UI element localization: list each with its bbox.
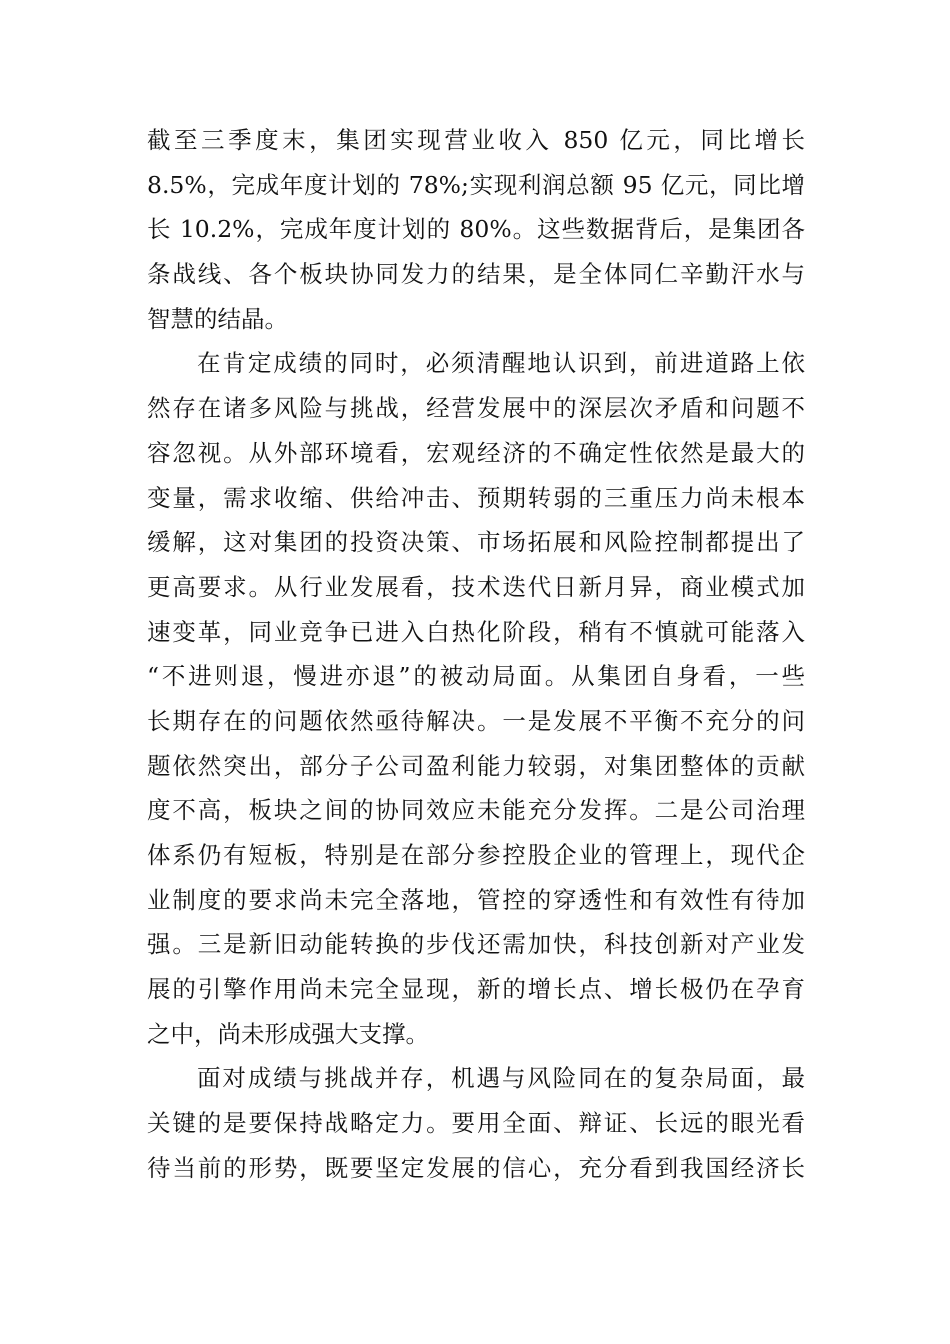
text-line: 长 10.2%，完成年度计划的 80%。这些数据背后，是集团各: [147, 215, 805, 244]
text-line: 在肯定成绩的同时，必须清醒地认识到，前进道路上依: [197, 349, 805, 378]
text-line: 条战线、各个板块协同发力的结果，是全体同仁辛勤汗水与: [147, 260, 805, 289]
text-line: 8.5%，完成年度计划的 78%;实现利润总额 95 亿元，同比增: [147, 170, 805, 199]
text-line: 度不高，板块之间的协同效应未能充分发挥。二是公司治理: [147, 796, 805, 825]
text-line: 业制度的要求尚未完全落地，管控的穿透性和有效性有待加: [147, 885, 805, 914]
text-line: 展的引擎作用尚未完全显现，新的增长点、增长极仍在孕育: [147, 975, 805, 1004]
text-line: 题依然突出，部分子公司盈利能力较弱，对集团整体的贡献: [147, 751, 805, 780]
text-line: 智慧的结晶。: [147, 304, 288, 333]
text-line: 面对成绩与挑战并存，机遇与风险同在的复杂局面，最: [197, 1064, 805, 1093]
text-line: 缓解，这对集团的投资决策、市场拓展和风险控制都提出了: [147, 528, 805, 557]
text-line: 强。三是新旧动能转换的步伐还需加快，科技创新对产业发: [147, 930, 805, 959]
text-line: 截至三季度末，集团实现营业收入 850 亿元，同比增长: [147, 126, 805, 154]
paragraph-strategy: [147, 1056, 805, 1190]
text-line: 长期存在的问题依然亟待解决。一是发展不平衡不充分的问: [147, 706, 805, 735]
text-line: 然存在诸多风险与挑战，经营发展中的深层次矛盾和问题不: [147, 394, 805, 423]
paragraph-results: [147, 118, 805, 341]
text-line: 待当前的形势，既要坚定发展的信心，充分看到我国经济长: [147, 1153, 805, 1182]
text-line: 速变革，同业竞争已进入白热化阶段，稍有不慎就可能落入: [147, 617, 805, 646]
text-line: 体系仍有短板，特别是在部分参控股企业的管理上，现代企: [147, 841, 805, 869]
text-line: 之中，尚未形成强大支撑。: [147, 1019, 429, 1048]
text-line: “不进则退，慢进亦退”的被动局面。从集团自身看，一些: [147, 662, 805, 691]
text-line: 更高要求。从行业发展看，技术迭代日新月异，商业模式加: [147, 572, 805, 601]
text-line: 变量，需求收缩、供给冲击、预期转弱的三重压力尚未根本: [147, 483, 805, 512]
text-line: 容忽视。从外部环境看，宏观经济的不确定性依然是最大的: [147, 438, 805, 467]
text-line: 关键的是要保持战略定力。要用全面、辩证、长远的眼光看: [147, 1109, 805, 1138]
paragraph-challenges: [147, 341, 805, 1056]
document-page: [147, 118, 805, 1191]
